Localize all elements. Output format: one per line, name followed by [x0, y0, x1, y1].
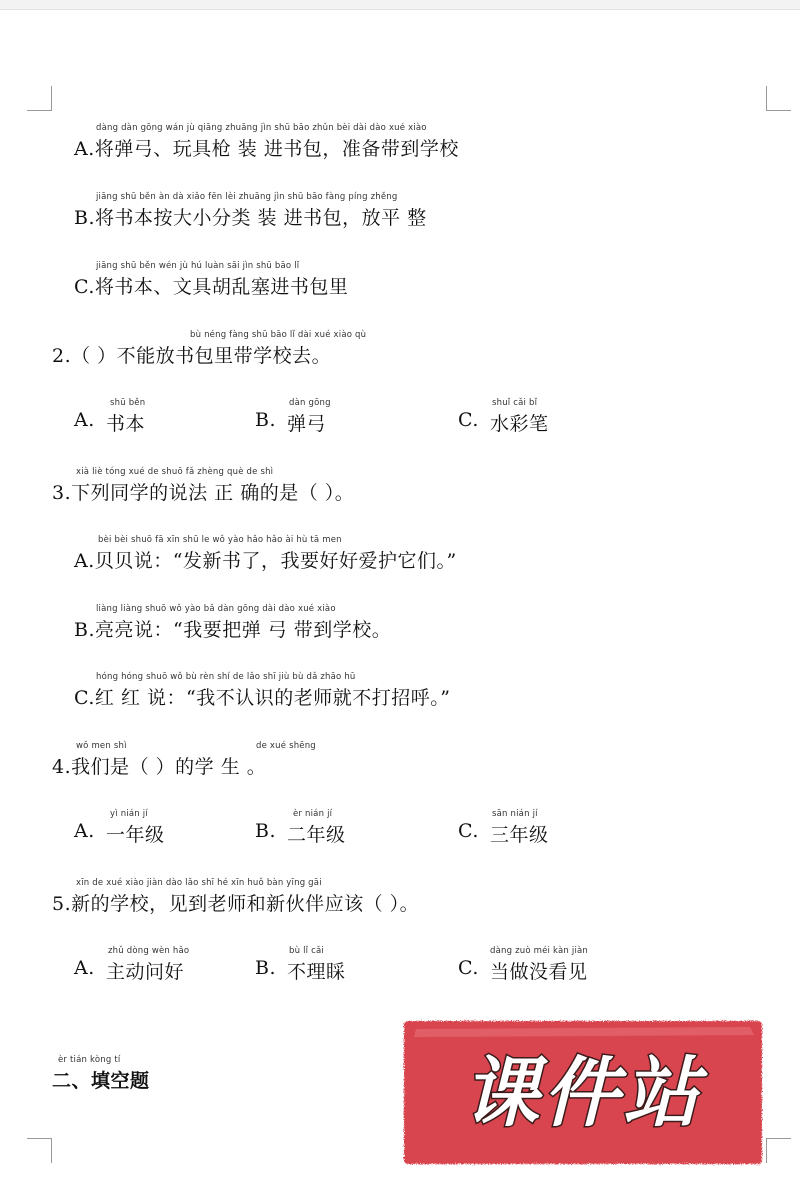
q1-option-c	[0, 261, 800, 301]
option-text: A.将弹弓、玩具枪 装 进书包，准备带到学校	[74, 138, 459, 160]
q3-option-c	[0, 672, 800, 712]
q3-option-b	[0, 604, 800, 644]
logo-text: 课件站	[463, 1048, 703, 1137]
viewer-top-bar	[0, 0, 800, 10]
option-text: B.亮亮说：“我要把弹 弓 带到学校。	[74, 619, 392, 641]
question-4	[0, 741, 800, 781]
option-letter: A.	[74, 409, 95, 431]
option-text: 三年级	[490, 824, 549, 846]
option-text: 不理睬	[287, 961, 346, 983]
pinyin-annotation: wǒ men shì	[76, 741, 127, 751]
question-stem: 2.（ ）不能放书包里带学校去。	[52, 345, 332, 367]
page-corner-mark	[766, 86, 791, 111]
option-text: 弹弓	[287, 413, 327, 435]
pinyin-annotation: yì nián jí	[110, 809, 148, 819]
question-2	[0, 330, 800, 370]
option-text: 水彩笔	[490, 413, 549, 435]
pinyin-annotation: dàng zuò méi kàn jiàn	[490, 946, 589, 956]
pinyin-annotation: dàng dàn gōng wán jù qiāng zhuāng jìn shū bāo zhǔn bèi dài dào xué xiào	[96, 123, 427, 133]
option-letter: B.	[255, 957, 277, 979]
option-letter: C.	[458, 957, 479, 979]
question-stem: 5.新的学校，见到老师和新伙伴应该（ ）。	[52, 893, 420, 915]
option-letter: C.	[458, 409, 479, 431]
pinyin-annotation: jiāng shū běn wén jù hú luàn sāi jìn shū bāo lǐ	[96, 261, 300, 271]
q5-options	[0, 946, 800, 986]
pinyin-annotation: zhǔ dòng wèn hǎo	[108, 946, 190, 956]
q2-options	[0, 398, 800, 438]
question-stem: 3.下列同学的说法 正 确的是（ ）。	[52, 482, 355, 504]
section-title: 二、填空题	[52, 1070, 150, 1092]
question-3	[0, 467, 800, 507]
pinyin-annotation: bù lǐ cǎi	[289, 946, 324, 956]
option-text: A.贝贝说：“发新书了，我要好好爱护它们。”	[74, 550, 457, 572]
pinyin-annotation: jiāng shū běn àn dà xiǎo fēn lèi zhuāng jìn shū bāo fàng píng zhěng	[96, 192, 398, 202]
q4-options	[0, 809, 800, 849]
page-corner-mark	[27, 86, 52, 111]
pinyin-annotation: èr tián kòng tí	[58, 1055, 121, 1065]
option-text: 当做没看见	[490, 961, 588, 983]
option-letter: B.	[255, 409, 277, 431]
option-text: 二年级	[287, 824, 346, 846]
pinyin-annotation: xià liè tóng xué de shuō fǎ zhèng què de shì	[76, 467, 274, 477]
option-text: C.红 红 说：“我不认识的老师就不打招呼。”	[74, 687, 451, 709]
option-text: B.将书本按大小分类 装 进书包，放平 整	[74, 207, 427, 229]
pinyin-annotation: xīn de xué xiào jiàn dào lǎo shī hé xīn huǒ bàn yīng gāi	[76, 878, 322, 888]
page-corner-mark	[27, 1138, 52, 1163]
option-text: C.将书本、文具胡乱塞进书包里	[74, 276, 349, 298]
pinyin-annotation: hóng hóng shuō wǒ bù rèn shí de lǎo shī jiù bù dǎ zhāo hū	[96, 672, 356, 682]
pinyin-annotation: èr nián jí	[293, 809, 333, 819]
pinyin-annotation: sān nián jí	[492, 809, 538, 819]
pinyin-annotation: shuǐ cǎi bǐ	[492, 398, 538, 408]
q1-option-a	[0, 123, 800, 163]
pinyin-annotation: bù néng fàng shū bāo lǐ dài xué xiào qù	[190, 330, 367, 340]
pinyin-annotation: shū běn	[110, 398, 146, 408]
q3-option-a	[0, 535, 800, 575]
option-letter: A.	[74, 957, 95, 979]
option-letter: C.	[458, 820, 479, 842]
page-corner-mark	[766, 1138, 791, 1163]
question-stem: 4.我们是（ ）的学 生 。	[52, 756, 267, 778]
question-5	[0, 878, 800, 918]
option-text: 书本	[106, 413, 146, 435]
pinyin-annotation: liàng liàng shuō wǒ yào bǎ dàn gōng dài dào xué xiào	[96, 604, 336, 614]
pinyin-annotation: de xué shēng	[256, 741, 316, 751]
q1-option-b	[0, 192, 800, 232]
watermark-logo	[398, 1015, 768, 1170]
pinyin-annotation: bèi bèi shuō fā xīn shū le wǒ yào hǎo hǎo ài hù tā men	[98, 535, 342, 545]
option-text: 一年级	[106, 824, 165, 846]
option-letter: B.	[255, 820, 277, 842]
pinyin-annotation: dàn gōng	[289, 398, 331, 408]
option-letter: A.	[74, 820, 95, 842]
option-text: 主动问好	[106, 961, 185, 983]
